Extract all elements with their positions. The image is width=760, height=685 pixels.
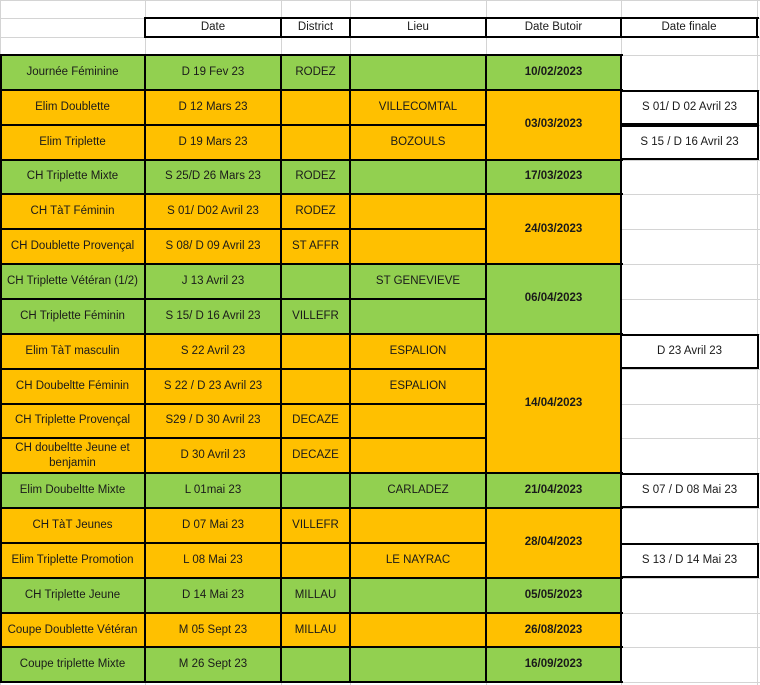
event-name[interactable]: Elim Triplette xyxy=(0,125,145,160)
cell-border xyxy=(0,54,2,683)
event-date[interactable]: D 12 Mars 23 xyxy=(145,90,281,125)
cell-border xyxy=(144,17,146,38)
cell-border xyxy=(0,159,487,161)
column-header[interactable]: District xyxy=(281,18,350,37)
cell-border xyxy=(485,17,487,38)
event-district[interactable]: ST AFFR xyxy=(281,229,350,264)
event-district[interactable] xyxy=(281,543,350,578)
event-name[interactable]: Elim TàT masculin xyxy=(0,334,145,369)
event-district[interactable] xyxy=(281,125,350,160)
event-date[interactable]: L 01mai 23 xyxy=(145,473,281,508)
date-butoir[interactable]: 26/08/2023 xyxy=(486,613,621,648)
event-lieu[interactable]: VILLECOMTAL xyxy=(350,90,486,125)
event-date[interactable]: D 19 Fev 23 xyxy=(145,55,281,90)
event-name[interactable]: CH Triplette Jeune xyxy=(0,578,145,613)
event-lieu[interactable] xyxy=(350,194,486,229)
event-lieu[interactable] xyxy=(350,578,486,613)
cell-border xyxy=(145,36,759,38)
cell-border xyxy=(0,124,487,126)
cell-border xyxy=(0,612,487,614)
cell-border xyxy=(621,334,759,336)
event-date[interactable]: M 05 Sept 23 xyxy=(145,613,281,648)
cell-border xyxy=(621,367,759,369)
cell-border xyxy=(621,543,759,545)
cell-border xyxy=(280,54,282,683)
column-header[interactable]: Date Butoir xyxy=(486,18,621,37)
cell-border xyxy=(620,17,622,38)
cell-border xyxy=(757,543,759,578)
date-finale[interactable]: S 13 / D 14 Mai 23 xyxy=(622,544,757,577)
event-district[interactable]: RODEZ xyxy=(281,55,350,90)
event-name[interactable]: CH TàT Jeunes xyxy=(0,508,145,543)
cell-border xyxy=(757,473,759,508)
column-header[interactable]: Date xyxy=(145,18,281,37)
gridline xyxy=(0,0,760,1)
event-date[interactable]: D 30 Avril 23 xyxy=(145,438,281,473)
event-lieu[interactable] xyxy=(350,299,486,334)
column-header[interactable]: Lieu xyxy=(350,18,486,37)
date-butoir[interactable]: 24/03/2023 xyxy=(486,194,621,264)
cell-border xyxy=(0,89,487,91)
event-date[interactable]: S 08/ D 09 Avril 23 xyxy=(145,229,281,264)
date-butoir[interactable]: 10/02/2023 xyxy=(486,55,621,90)
event-name[interactable]: CH Triplette Vétéran (1/2) xyxy=(0,264,145,299)
cell-border xyxy=(486,159,623,161)
cell-border xyxy=(280,17,282,38)
cell-border xyxy=(621,158,759,160)
cell-border xyxy=(145,17,759,19)
event-name[interactable]: CH Triplette Féminin xyxy=(0,299,145,334)
event-name[interactable]: CH Triplette Provençal xyxy=(0,404,145,439)
cell-border xyxy=(757,334,759,369)
cell-border xyxy=(0,403,487,405)
event-date[interactable]: D 19 Mars 23 xyxy=(145,125,281,160)
event-date[interactable]: S 25/D 26 Mars 23 xyxy=(145,160,281,195)
date-finale[interactable]: S 01/ D 02 Avril 23 xyxy=(622,91,757,124)
cell-border xyxy=(0,577,487,579)
cell-border xyxy=(0,542,487,544)
event-lieu[interactable] xyxy=(350,404,486,439)
event-name[interactable]: Journée Féminine xyxy=(0,55,145,90)
cell-border xyxy=(621,125,759,127)
cell-border xyxy=(0,54,487,56)
event-district[interactable]: RODEZ xyxy=(281,194,350,229)
event-date[interactable]: M 26 Sept 23 xyxy=(145,647,281,682)
cell-border xyxy=(0,193,487,195)
event-date[interactable]: S 22 Avril 23 xyxy=(145,334,281,369)
cell-border xyxy=(0,681,487,683)
event-name[interactable]: CH Doubeltte Féminin xyxy=(0,369,145,404)
event-name[interactable]: Coupe Doublette Vétéran xyxy=(0,613,145,648)
event-lieu[interactable] xyxy=(350,55,486,90)
event-date[interactable]: S 22 / D 23 Avril 23 xyxy=(145,369,281,404)
event-lieu[interactable] xyxy=(350,438,486,473)
event-district[interactable]: VILLEFR xyxy=(281,299,350,334)
cell-border xyxy=(486,263,623,265)
cell-border xyxy=(144,54,146,683)
cell-border xyxy=(621,90,759,92)
cell-border xyxy=(0,263,487,265)
cell-border xyxy=(486,54,623,56)
cell-border xyxy=(486,681,623,683)
cell-border xyxy=(757,90,759,125)
date-butoir[interactable]: 21/04/2023 xyxy=(486,473,621,508)
event-lieu[interactable] xyxy=(350,508,486,543)
date-finale[interactable]: D 23 Avril 23 xyxy=(622,335,757,368)
event-district[interactable]: MILLAU xyxy=(281,578,350,613)
event-lieu[interactable]: ESPALION xyxy=(350,334,486,369)
event-district[interactable] xyxy=(281,647,350,682)
date-butoir[interactable]: 03/03/2023 xyxy=(486,90,621,160)
event-district[interactable]: VILLEFR xyxy=(281,508,350,543)
cell-border xyxy=(0,298,487,300)
event-date[interactable]: J 13 Avril 23 xyxy=(145,264,281,299)
event-date[interactable]: S29 / D 30 Avril 23 xyxy=(145,404,281,439)
date-finale[interactable]: S 07 / D 08 Mai 23 xyxy=(622,474,757,507)
event-name[interactable]: Coupe triplette Mixte xyxy=(0,647,145,682)
cell-border xyxy=(486,472,623,474)
cell-border xyxy=(0,228,487,230)
cell-border xyxy=(486,507,623,509)
event-district[interactable] xyxy=(281,334,350,369)
event-date[interactable]: S 01/ D02 Avril 23 xyxy=(145,194,281,229)
cell-border xyxy=(0,646,487,648)
event-name[interactable]: CH doubeltte Jeune et benjamin xyxy=(0,438,145,473)
event-date[interactable]: S 15/ D 16 Avril 23 xyxy=(145,299,281,334)
cell-border xyxy=(0,333,487,335)
event-name[interactable]: CH TàT Féminin xyxy=(0,194,145,229)
cell-border xyxy=(621,576,759,578)
event-district[interactable] xyxy=(281,264,350,299)
event-date[interactable]: D 07 Mai 23 xyxy=(145,508,281,543)
event-district[interactable] xyxy=(281,473,350,508)
event-date[interactable]: D 14 Mai 23 xyxy=(145,578,281,613)
cell-border xyxy=(486,577,623,579)
cell-border xyxy=(0,507,487,509)
cell-border xyxy=(757,125,759,160)
date-butoir[interactable]: 06/04/2023 xyxy=(486,264,621,334)
date-butoir[interactable]: 16/09/2023 xyxy=(486,647,621,682)
cell-border xyxy=(349,54,351,683)
cell-border xyxy=(621,506,759,508)
event-lieu[interactable]: ST GENEVIEVE xyxy=(350,264,486,299)
cell-border xyxy=(486,89,623,91)
event-lieu[interactable] xyxy=(350,160,486,195)
cell-border xyxy=(756,17,758,38)
event-name[interactable]: CH Triplette Mixte xyxy=(0,160,145,195)
cell-border xyxy=(0,368,487,370)
event-date[interactable]: L 08 Mai 23 xyxy=(145,543,281,578)
event-lieu[interactable]: LE NAYRAC xyxy=(350,543,486,578)
event-lieu[interactable] xyxy=(350,229,486,264)
event-district[interactable]: DECAZE xyxy=(281,404,350,439)
cell-border xyxy=(486,193,623,195)
date-butoir[interactable]: 05/05/2023 xyxy=(486,578,621,613)
event-lieu[interactable] xyxy=(350,613,486,648)
event-lieu[interactable] xyxy=(350,647,486,682)
event-name[interactable]: Elim Doubeltte Mixte xyxy=(0,473,145,508)
cell-border xyxy=(620,54,622,683)
cell-border xyxy=(0,437,487,439)
event-name[interactable]: Elim Doublette xyxy=(0,90,145,125)
date-butoir[interactable]: 28/04/2023 xyxy=(486,508,621,578)
cell-border xyxy=(0,472,487,474)
date-butoir[interactable]: 17/03/2023 xyxy=(486,160,621,195)
cell-border xyxy=(621,473,759,475)
event-district[interactable] xyxy=(281,369,350,404)
event-lieu[interactable]: BOZOULS xyxy=(350,125,486,160)
event-name[interactable]: Elim Triplette Promotion xyxy=(0,543,145,578)
date-finale[interactable]: S 15 / D 16 Avril 23 xyxy=(622,126,757,159)
cell-border xyxy=(486,646,623,648)
event-lieu[interactable]: CARLADEZ xyxy=(350,473,486,508)
event-district[interactable]: RODEZ xyxy=(281,160,350,195)
column-header[interactable]: Date finale xyxy=(621,18,757,37)
cell-border xyxy=(486,333,623,335)
cell-border xyxy=(349,17,351,38)
event-name[interactable]: CH Doublette Provençal xyxy=(0,229,145,264)
event-lieu[interactable]: ESPALION xyxy=(350,369,486,404)
event-district[interactable] xyxy=(281,90,350,125)
event-district[interactable]: DECAZE xyxy=(281,438,350,473)
date-butoir[interactable]: 14/04/2023 xyxy=(486,334,621,473)
cell-border xyxy=(485,54,487,683)
cell-border xyxy=(486,612,623,614)
event-district[interactable]: MILLAU xyxy=(281,613,350,648)
